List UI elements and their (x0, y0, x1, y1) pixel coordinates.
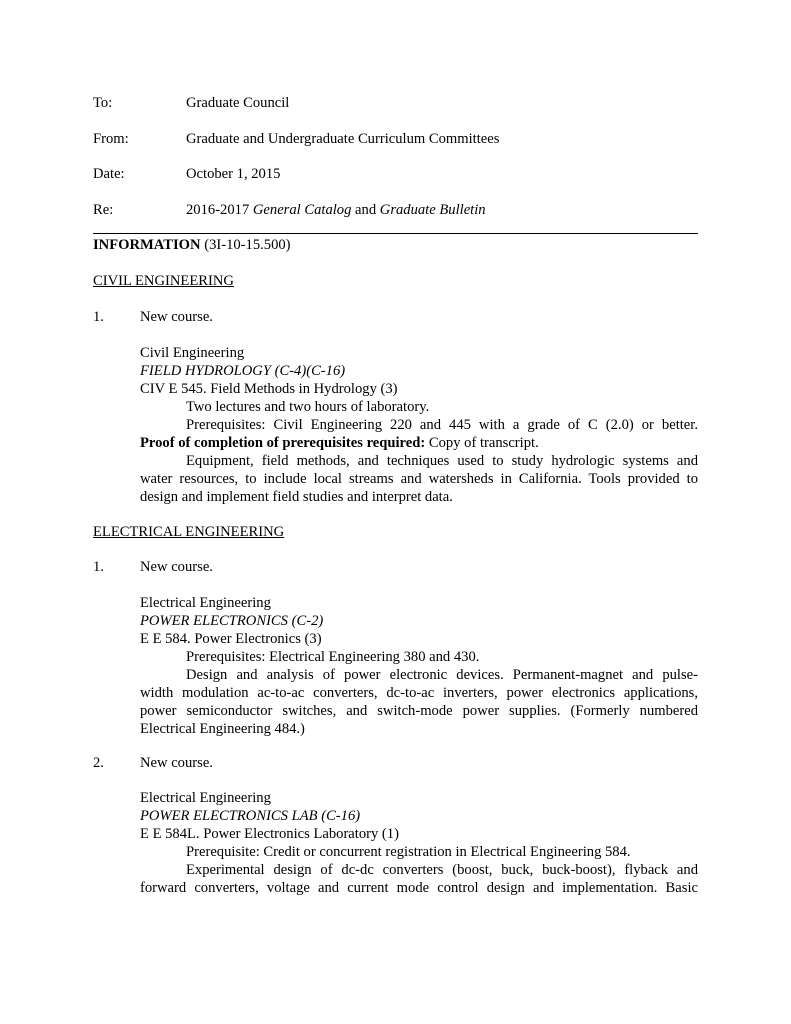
civil-desc-line-2: water resources, to include local streams and watersheds in California. Tools provided to (140, 471, 698, 487)
civil-course-title: CIV E 545. Field Methods in Hydrology (3) (140, 381, 398, 397)
electrical-section-title: ELECTRICAL ENGINEERING (93, 524, 285, 540)
re-prefix: 2016-2017 (186, 202, 253, 218)
ee-item1-desc-line-3: power semiconductor switches, and switch-mode power supplies. (Formerly numbered (140, 703, 698, 719)
ee-item2-department: Electrical Engineering (140, 790, 271, 806)
civil-short-title: FIELD HYDROLOGY (C-4)(C-16) (140, 363, 346, 379)
to-label: To: (93, 95, 113, 111)
ee-item2-number: 2. (93, 755, 104, 771)
information-label: INFORMATION (93, 237, 201, 253)
ee-item1-desc-line-1: Design and analysis of power electronic devices. Permanent-magnet and pulse- (186, 667, 698, 683)
civil-proof-label: Proof of completion of prerequisites required: (140, 435, 426, 451)
civil-prereq: Prerequisites: Civil Engineering 220 and 445 with a grade of C (2.0) or better. (186, 417, 698, 433)
ee-item1-number: 1. (93, 559, 104, 575)
civil-item-action: New course. (140, 309, 213, 325)
ee-item1-prereq: Prerequisites: Electrical Engineering 380 and 430. (186, 649, 480, 665)
ee-item2-action: New course. (140, 755, 213, 771)
ee-item1-short-title: POWER ELECTRONICS (C-2) (140, 613, 324, 629)
to-value: Graduate Council (186, 95, 290, 111)
re-label: Re: (93, 202, 114, 218)
civil-section-title: CIVIL ENGINEERING (93, 273, 234, 289)
information-heading (93, 236, 291, 254)
date-value: October 1, 2015 (186, 166, 281, 182)
re-bulletin: Graduate Bulletin (379, 202, 486, 218)
ee-item2-prereq: Prerequisite: Credit or concurrent registration in Electrical Engineering 584. (186, 844, 631, 860)
ee-item2-short-title: POWER ELECTRONICS LAB (C-16) (140, 808, 361, 824)
civil-proof (140, 434, 539, 452)
civil-department: Civil Engineering (140, 345, 245, 361)
re-catalog: General Catalog (252, 202, 352, 218)
ee-item1-action: New course. (140, 559, 213, 575)
information-code: (3I-10-15.500) (200, 237, 291, 253)
date-label: Date: (93, 166, 125, 182)
from-value: Graduate and Undergraduate Curriculum Committees (186, 131, 500, 147)
ee-item1-course-title: E E 584. Power Electronics (3) (140, 631, 322, 647)
ee-item1-desc-line-2: width modulation ac-to-ac converters, dc-to-ac inverters, power electronics applications, (140, 685, 698, 701)
header-divider (93, 233, 698, 234)
re-and: and (351, 202, 380, 218)
ee-item2-desc-line-1: Experimental design of dc-dc converters (boost, buck, buck-boost), flyback and (186, 862, 698, 878)
ee-item2-course-title: E E 584L. Power Electronics Laboratory (1) (140, 826, 399, 842)
civil-desc-line-3: design and implement field studies and interpret data. (140, 489, 453, 505)
civil-proof-value: Copy of transcript. (425, 435, 539, 451)
re-value (186, 201, 486, 219)
civil-desc-line-1: Equipment, field methods, and techniques used to study hydrologic systems and (186, 453, 698, 469)
from-label: From: (93, 131, 129, 147)
ee-item2-desc-line-2: forward converters, voltage and current mode control design and implementation. Basic (140, 880, 698, 896)
civil-format: Two lectures and two hours of laboratory. (186, 399, 430, 415)
civil-item-number: 1. (93, 309, 104, 325)
ee-item1-desc-line-4: Electrical Engineering 484.) (140, 721, 305, 737)
ee-item1-department: Electrical Engineering (140, 595, 271, 611)
